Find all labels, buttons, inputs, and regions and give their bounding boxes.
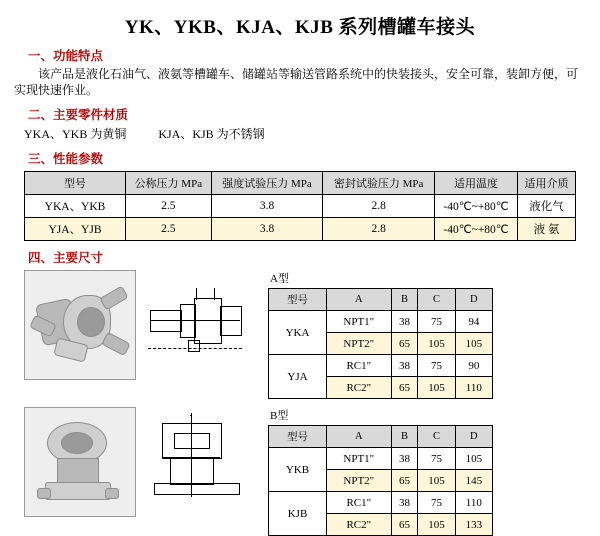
dim-cell: 105: [455, 333, 492, 355]
dim-cell: 105: [418, 470, 455, 492]
dim-cell: 94: [455, 311, 492, 333]
perf-cell: 2.8: [323, 195, 435, 218]
dim-cell: RC2": [327, 514, 392, 536]
page-title: YK、YKB、KJA、KJB 系列槽罐车接头: [124, 17, 476, 38]
dimension-table-block-a: [268, 270, 493, 399]
perf-header-cell: 适用介质: [518, 172, 576, 195]
perf-header-cell: 公称压力 MPa: [126, 172, 212, 195]
dim-cell: 65: [391, 333, 418, 355]
dimension-table-a: [268, 288, 493, 399]
material-left-text: YKA、YKB 为黄铜: [24, 127, 127, 141]
table-header-row: [269, 289, 493, 311]
dim-cell: 65: [391, 514, 418, 536]
dim-cell: RC1": [327, 492, 392, 514]
dim-cell: 75: [418, 355, 455, 377]
dim-model-cell: YKB: [269, 448, 327, 492]
table-row: [269, 492, 493, 514]
perf-header-cell: 密封试验压力 MPa: [323, 172, 435, 195]
perf-cell: 液 氨: [518, 218, 576, 241]
dim-model-cell: YKA: [269, 311, 327, 355]
table-row: [269, 311, 493, 333]
perf-cell: 2.5: [126, 218, 212, 241]
dim-cell: 75: [418, 311, 455, 333]
dim-cell: 105: [455, 448, 492, 470]
dim-cell: 75: [418, 448, 455, 470]
perf-header-cell: 强度试验压力 MPa: [211, 172, 323, 195]
perf-cell: YKA、YKB: [25, 195, 126, 218]
performance-table: [24, 171, 576, 241]
perf-cell: 3.8: [211, 195, 323, 218]
coupling-drawing-b: [144, 407, 254, 515]
section-heading-performance: 三、性能参数: [28, 152, 104, 166]
dimension-table-label-b: B型: [270, 410, 289, 422]
dim-cell: 110: [455, 377, 492, 399]
dim-cell: NPT2": [327, 470, 392, 492]
table-header-row: [269, 426, 493, 448]
perf-header-cell: 型号: [25, 172, 126, 195]
perf-cell: YJA、YJB: [25, 218, 126, 241]
dim-cell: 38: [391, 355, 418, 377]
table-header-row: [25, 172, 576, 195]
table-row: [269, 448, 493, 470]
dimension-row-a: [0, 270, 600, 399]
coupling-drawing-a: [144, 270, 254, 378]
perf-cell: 2.8: [323, 218, 435, 241]
dim-cell: NPT1": [327, 448, 392, 470]
dim-cell: 38: [391, 311, 418, 333]
dim-cell: 105: [418, 514, 455, 536]
perf-header-cell: 适用温度: [434, 172, 517, 195]
coupling-photo-b: [24, 407, 136, 517]
dim-cell: 65: [391, 470, 418, 492]
dimension-row-b: [0, 407, 600, 536]
dimension-table-label-a: A型: [270, 273, 289, 285]
dim-cell: 110: [455, 492, 492, 514]
perf-cell: -40℃~+80℃: [434, 218, 517, 241]
material-line: [24, 125, 600, 142]
dim-header-cell: D: [455, 426, 492, 448]
dim-cell: 75: [418, 492, 455, 514]
table-row: [25, 195, 576, 218]
dim-header-cell: C: [418, 426, 455, 448]
dim-cell: 90: [455, 355, 492, 377]
dim-cell: 105: [418, 377, 455, 399]
dim-header-cell: 型号: [269, 426, 327, 448]
section-heading-features: 一、功能特点: [28, 49, 104, 63]
perf-cell: -40℃~+80℃: [434, 195, 517, 218]
dim-cell: 145: [455, 470, 492, 492]
dim-cell: 105: [418, 333, 455, 355]
dim-cell: NPT2": [327, 333, 392, 355]
coupling-photo-a: [24, 270, 136, 380]
section-heading-material: 二、主要零件材质: [28, 108, 129, 122]
table-row: [25, 218, 576, 241]
dim-header-cell: C: [418, 289, 455, 311]
material-right-text: KJA、KJB 为不锈钢: [158, 127, 265, 141]
dim-cell: RC2": [327, 377, 392, 399]
dim-header-cell: B: [391, 289, 418, 311]
dim-header-cell: D: [455, 289, 492, 311]
document-page: [0, 12, 600, 531]
table-row: [269, 355, 493, 377]
dim-cell: 133: [455, 514, 492, 536]
dim-header-cell: A: [327, 426, 392, 448]
dim-header-cell: B: [391, 426, 418, 448]
dimensions-section: [0, 270, 600, 536]
dim-cell: 38: [391, 492, 418, 514]
perf-cell: 3.8: [211, 218, 323, 241]
perf-cell: 2.5: [126, 195, 212, 218]
dim-cell: 38: [391, 448, 418, 470]
dimension-table-block-b: [268, 407, 493, 536]
dim-cell: RC1": [327, 355, 392, 377]
dim-model-cell: YJA: [269, 355, 327, 399]
dim-model-cell: KJB: [269, 492, 327, 536]
perf-cell: 液化气: [518, 195, 576, 218]
section-heading-dimensions: 四、主要尺寸: [28, 251, 104, 265]
dim-header-cell: A: [327, 289, 392, 311]
dimension-table-b: [268, 425, 493, 536]
dim-cell: NPT1": [327, 311, 392, 333]
features-paragraph: 该产品是液化石油气、液氨等槽罐车、储罐站等输送管路系统中的快装接头，安全可靠，装卸方便，可实现快速作业。: [14, 67, 579, 97]
dim-cell: 65: [391, 377, 418, 399]
dim-header-cell: 型号: [269, 289, 327, 311]
